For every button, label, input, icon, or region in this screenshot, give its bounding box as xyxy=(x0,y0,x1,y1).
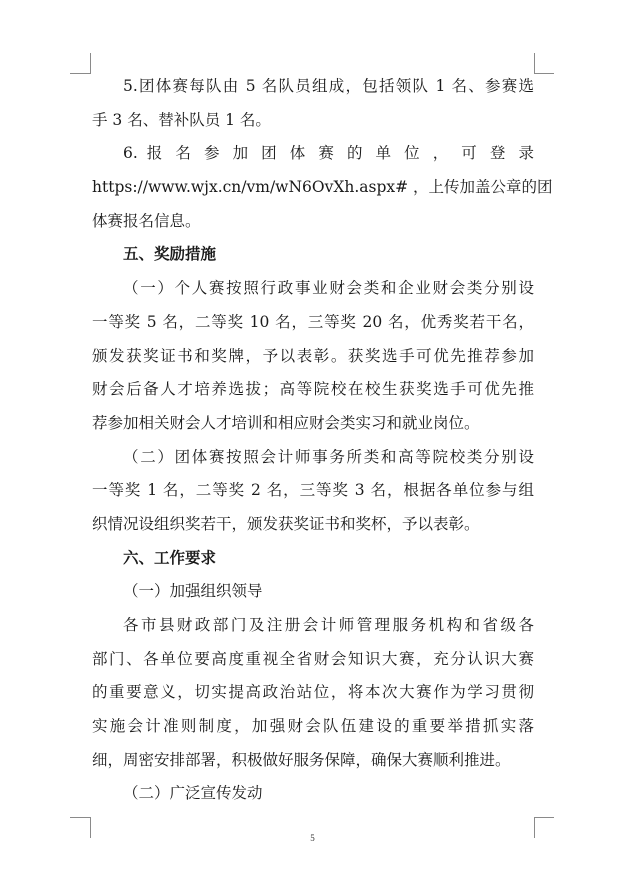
awards-team-line-3: 织情况设组织奖若干，颁发获奖证书和奖杯，予以表彰。 xyxy=(92,514,480,533)
awards-team-line-2: 一等奖 1 名，二等奖 2 名，三等奖 3 名，根据各单位参与组 xyxy=(92,481,534,500)
awards-individual-line-4: 财会后备人才培养选拔；高等院校在校生获奖选手可优先推 xyxy=(92,380,534,399)
subheading-organization: （一）加强组织领导 xyxy=(123,582,263,601)
organization-line-1: 各市县财政部门及注册会计师管理服务机构和省级各 xyxy=(123,616,534,634)
item-6-line-3: 体赛报名信息。 xyxy=(92,211,201,230)
section-heading-work-requirements: 六、工作要求 xyxy=(123,548,217,567)
awards-individual-line-1: （一）个人赛按照行政事业财会类和企业财会类分别设 xyxy=(123,279,534,298)
section-heading-awards: 五、奖励措施 xyxy=(123,245,217,264)
item-6-line-1: 6. 报 名 参 加 团 体 赛 的 单 位 ， 可 登 录 xyxy=(123,144,534,163)
organization-line-2: 部门、各单位要高度重视全省财会知识大赛，充分认识大赛 xyxy=(92,649,534,668)
crop-mark-top-left-v xyxy=(90,53,91,74)
crop-mark-bottom-left-h xyxy=(70,817,90,818)
page-number: 5 xyxy=(310,833,315,843)
crop-mark-top-right-h xyxy=(534,73,554,74)
crop-mark-bottom-right-h xyxy=(534,817,554,818)
item-5-line-1: 5.团体赛每队由 5 名队员组成，包括领队 1 名、参赛选 xyxy=(123,77,534,95)
subheading-publicity: （二）广泛宣传发动 xyxy=(123,784,263,803)
organization-line-4: 实施会计准则制度，加强财会队伍建设的重要举措抓实落 xyxy=(92,717,534,736)
item-5-line-2: 手 3 名、替补队员 1 名。 xyxy=(92,110,271,129)
organization-line-5: 细，周密安排部署，积极做好服务保障，确保大赛顺利推进。 xyxy=(92,750,511,769)
awards-individual-line-3: 颁发获奖证书和奖牌，予以表彰。获奖选手可优先推荐参加 xyxy=(92,346,534,365)
awards-team-line-1: （二）团体赛按照会计师事务所类和高等院校类分别设 xyxy=(123,447,534,466)
registration-url-line: https://www.wjx.cn/vm/wN6OvXh.aspx# ，上传加盖公章的团 xyxy=(92,178,553,197)
organization-line-3: 的重要意义，切实提高政治站位，将本次大赛作为学习贯彻 xyxy=(92,683,534,702)
document-body xyxy=(92,70,553,811)
awards-individual-line-2: 一等奖 5 名，二等奖 10 名，三等奖 20 名，优秀奖若干名， xyxy=(92,312,534,331)
crop-mark-top-right-v xyxy=(534,53,535,74)
crop-mark-top-left-h xyxy=(70,73,90,74)
awards-individual-line-5: 荐参加相关财会人才培训和相应财会类实习和就业岗位。 xyxy=(92,413,480,432)
